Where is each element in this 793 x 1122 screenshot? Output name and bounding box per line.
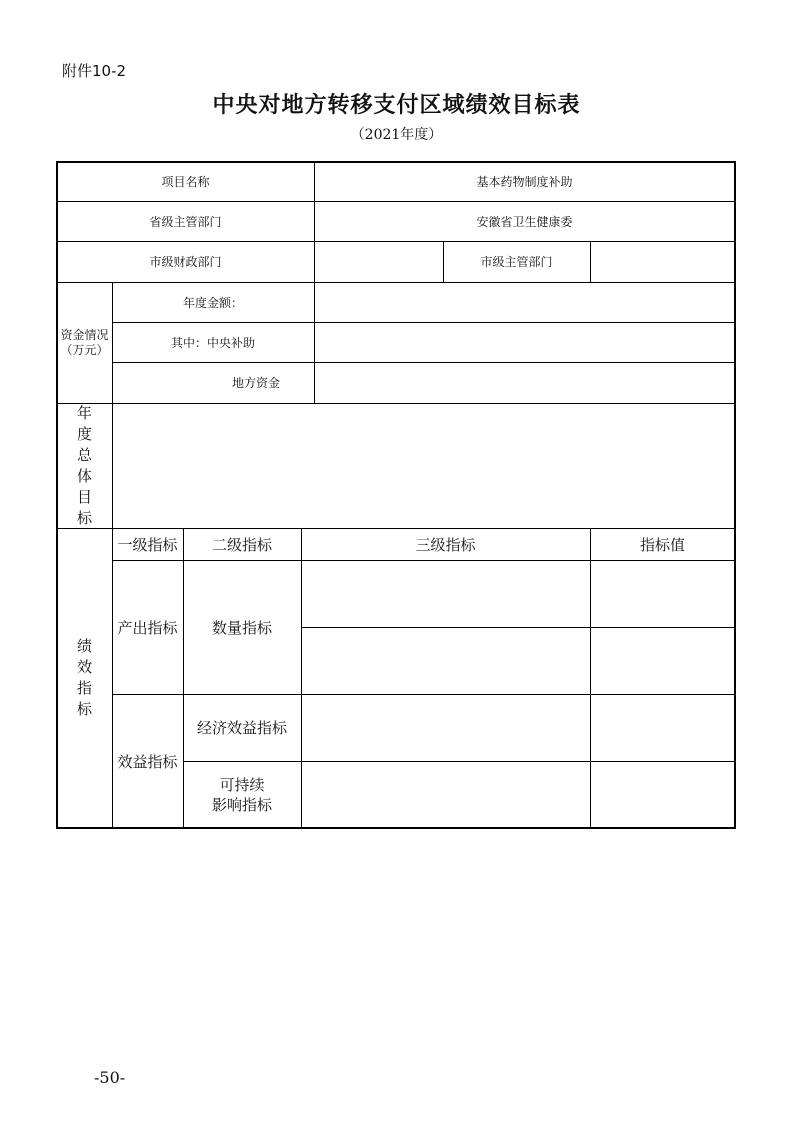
quantity-level3-field-1[interactable] — [301, 560, 590, 627]
annual-goal-label: 年度总体目标 — [76, 403, 92, 527]
city-finance-label: 市级财政部门 — [149, 255, 222, 269]
header-level1: 一级指标 — [117, 535, 178, 554]
central-subsidy-field[interactable] — [314, 322, 735, 362]
performance-label: 绩效指标 — [76, 637, 92, 718]
output-indicator-label: 产出指标 — [117, 618, 178, 637]
annual-amount-field[interactable] — [314, 282, 735, 322]
city-dept-field[interactable] — [590, 241, 735, 282]
local-funds-field[interactable] — [314, 362, 735, 403]
sustainable-impact-label: 可持续 影响指标 — [211, 775, 272, 814]
quantity-value-field-2[interactable] — [590, 627, 735, 694]
header-value: 指标值 — [639, 535, 685, 554]
project-name-value: 基本药物制度补助 — [476, 175, 573, 189]
quantity-indicator-label: 数量指标 — [211, 618, 272, 637]
benefit-indicator-label: 效益指标 — [117, 752, 178, 771]
central-subsidy-label: 其中：中央补助 — [170, 335, 255, 350]
header-level3: 三级指标 — [415, 535, 476, 554]
page-number: -50- — [94, 1068, 126, 1087]
sustainable-level3-field[interactable] — [301, 761, 590, 828]
funds-label: 资金情况（万元） — [60, 327, 109, 357]
sustainable-value-field[interactable] — [590, 761, 735, 828]
economic-value-field[interactable] — [590, 694, 735, 761]
province-dept-value: 安徽省卫生健康委 — [476, 214, 573, 229]
province-dept-label: 省级主管部门 — [149, 214, 222, 229]
economic-benefit-label: 经济效益指标 — [196, 719, 287, 737]
city-dept-label: 市级主管部门 — [480, 255, 553, 269]
local-funds-label: 地方资金 — [231, 376, 280, 390]
city-finance-field[interactable] — [314, 241, 443, 282]
annual-goal-field[interactable] — [112, 403, 735, 528]
page-title: 中央对地方转移支付区域绩效目标表 — [212, 93, 581, 118]
economic-level3-field[interactable] — [301, 694, 590, 761]
project-name-label: 项目名称 — [161, 175, 210, 189]
annual-amount-label: 年度金额： — [182, 295, 243, 310]
quantity-value-field-1[interactable] — [590, 560, 735, 627]
attachment-label: 附件10-2 — [62, 62, 127, 80]
year-label: （2021年度） — [350, 127, 443, 143]
header-level2: 二级指标 — [211, 535, 272, 554]
quantity-level3-field-2[interactable] — [301, 627, 590, 694]
